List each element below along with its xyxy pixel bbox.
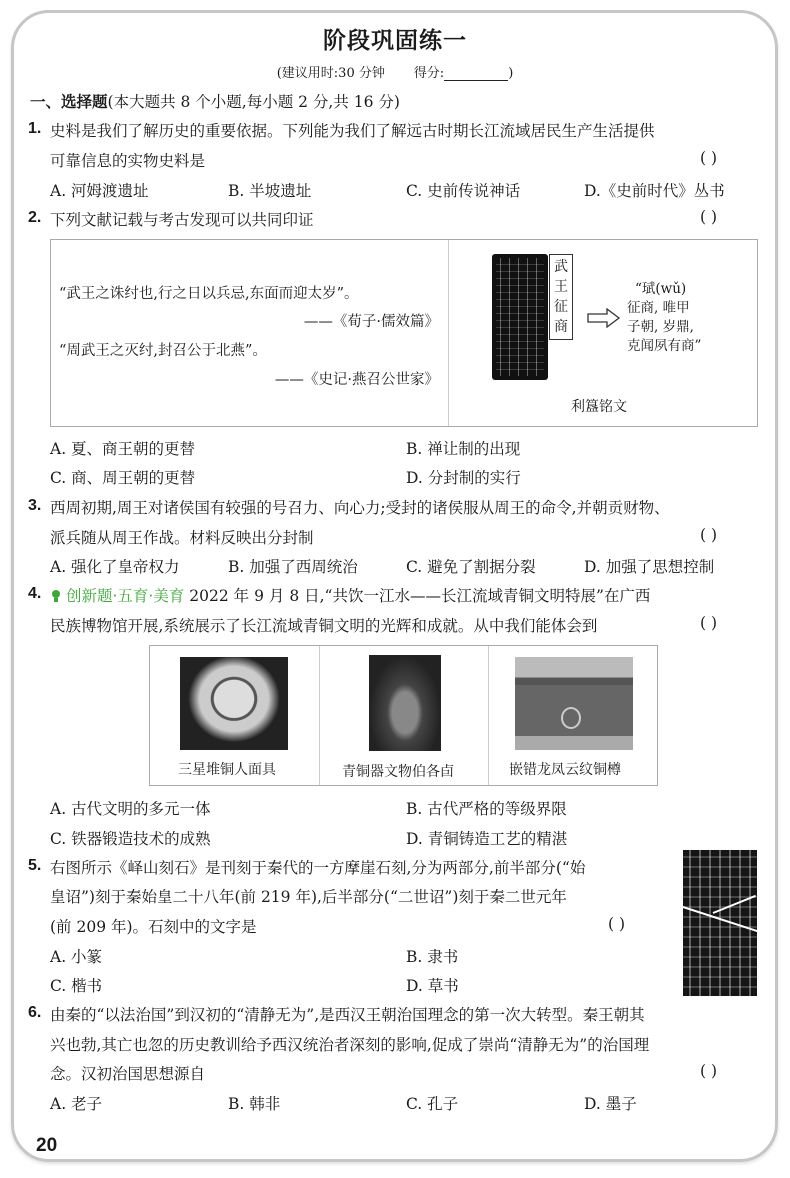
label-char: 武 bbox=[554, 259, 568, 275]
option-c[interactable]: C. 避免了割据分裂 bbox=[406, 558, 536, 576]
score-label: 得分: bbox=[413, 66, 445, 81]
artifact-images-box bbox=[149, 645, 658, 786]
question-text: 可靠信息的实物史料是 bbox=[50, 152, 206, 170]
question-text-line: 2022 年 9 月 8 日,“共饮一江水——长江流域青铜文明特展”在广西 bbox=[189, 587, 651, 605]
question-number: 4. bbox=[28, 585, 42, 602]
inscription-line: 克闻夙有商” bbox=[627, 338, 702, 354]
section-label: 一、选择题 bbox=[30, 93, 108, 111]
option-d[interactable]: D. 草书 bbox=[406, 977, 459, 995]
question-text: 由秦的“以法治国”到汉初的“清静无为”,是西汉王朝治国理念的第一次大转型。秦王朝其 bbox=[50, 1006, 645, 1024]
inscription-line: “珷(wǔ) bbox=[635, 281, 687, 297]
material-box bbox=[50, 239, 758, 427]
option-a[interactable]: A. 小篆 bbox=[50, 948, 103, 966]
option-b[interactable]: B. 隶书 bbox=[406, 948, 459, 966]
answer-blank[interactable]: ( ) bbox=[608, 915, 626, 933]
image-caption: 利簋铭文 bbox=[571, 399, 627, 415]
image-caption: 三星堆铜人面具 bbox=[178, 762, 276, 778]
source-xunzi: ——《荀子·儒效篇》 bbox=[303, 314, 439, 330]
question-text: 派兵随从周王作战。材料反映出分封制 bbox=[50, 529, 314, 547]
image-caption: 嵌错龙凤云纹铜樽 bbox=[509, 762, 621, 778]
question-text bbox=[50, 584, 650, 606]
bronze-you-vessel-image bbox=[369, 655, 441, 751]
inscription-line: 子朝, 岁鼎, bbox=[627, 319, 694, 335]
subtitle bbox=[0, 62, 790, 81]
option-d[interactable]: D. 墨子 bbox=[584, 1095, 637, 1113]
inscription-line: 征商, 唯甲 bbox=[627, 300, 690, 316]
question-text: 史料是我们了解历史的重要依据。下列能为我们了解远古时期长江流域居民生产生活提供 bbox=[50, 122, 655, 140]
score-blank[interactable] bbox=[444, 67, 508, 81]
quote-shiji: “周武王之灭纣,封召公于北燕”。 bbox=[59, 343, 267, 359]
li-gui-rubbing-image bbox=[492, 254, 548, 380]
divider bbox=[448, 240, 449, 426]
option-a[interactable]: A. 河姆渡遗址 bbox=[50, 182, 149, 200]
artifact-cell bbox=[150, 646, 319, 785]
answer-blank[interactable]: ( ) bbox=[700, 149, 718, 167]
option-d[interactable]: D. 分封制的实行 bbox=[406, 469, 521, 487]
answer-blank[interactable]: ( ) bbox=[700, 614, 718, 632]
option-d[interactable]: D. 加强了思想控制 bbox=[584, 558, 715, 576]
arrow-right-icon bbox=[587, 308, 621, 328]
crack-line bbox=[713, 895, 756, 914]
time-suggestion: (建议用时:30 分钟 bbox=[276, 66, 385, 81]
source-shiji: ——《史记·燕召公世家》 bbox=[274, 372, 439, 388]
section-note: (本大题共 8 个小题,每小题 2 分,共 16 分) bbox=[107, 93, 400, 111]
section-heading bbox=[30, 90, 400, 112]
question-number: 5. bbox=[28, 857, 42, 874]
answer-blank[interactable]: ( ) bbox=[700, 1062, 718, 1080]
option-c[interactable]: C. 孔子 bbox=[406, 1095, 459, 1113]
question-text: 民族博物馆开展,系统展示了长江流域青铜文明的光辉和成就。从中我们能体会到 bbox=[50, 617, 598, 635]
image-caption: 青铜器文物伯各卣 bbox=[342, 764, 454, 780]
option-c[interactable]: C. 史前传说神话 bbox=[406, 182, 521, 200]
question-text: 皇诏”)刻于秦始皇二十八年(前 219 年),后半部分(“二世诏”)刻于秦二世元年 bbox=[50, 888, 567, 906]
answer-blank[interactable]: ( ) bbox=[700, 526, 718, 544]
option-b[interactable]: B. 禅让制的出现 bbox=[406, 440, 521, 458]
label-char: 王 bbox=[554, 279, 568, 295]
option-c[interactable]: C. 铁器锻造技术的成熟 bbox=[50, 830, 211, 848]
label-char: 商 bbox=[554, 319, 568, 335]
inscription-text bbox=[627, 280, 701, 356]
ring-handle bbox=[561, 707, 581, 729]
option-a[interactable]: A. 强化了皇帝权力 bbox=[50, 558, 180, 576]
question-number: 1. bbox=[28, 120, 42, 137]
question-text: 西周初期,周王对诸侯国有较强的号召力、向心力;受封的诸侯服从周王的命令,并朝贡财物、 bbox=[50, 499, 670, 517]
option-b[interactable]: B. 韩非 bbox=[228, 1095, 281, 1113]
page-title: 阶段巩固练一 bbox=[323, 28, 467, 54]
option-b[interactable]: B. 古代严格的等级界限 bbox=[406, 800, 567, 818]
question-number: 3. bbox=[28, 497, 42, 514]
option-d[interactable]: D. 青铜铸造工艺的精湛 bbox=[406, 830, 568, 848]
artifact-cell bbox=[488, 646, 658, 785]
question-text: 兴也勃,其亡也忽的历史教训给予西汉统治者深刻的影响,促成了崇尚“清静无为”的治国理 bbox=[50, 1036, 650, 1054]
page-number: 20 bbox=[36, 1135, 58, 1156]
option-c[interactable]: C. 商、周王朝的更替 bbox=[50, 469, 196, 487]
subtitle-close: ) bbox=[508, 66, 514, 81]
question-text: 下列文献记载与考古发现可以共同印证 bbox=[50, 211, 314, 229]
label-char: 征 bbox=[554, 299, 568, 315]
question-number: 2. bbox=[28, 209, 42, 226]
lightbulb-icon bbox=[50, 589, 62, 603]
bronze-zun-image bbox=[515, 657, 633, 750]
question-tag: 创新题·五育·美育 bbox=[66, 587, 185, 605]
yishan-stele-image bbox=[683, 850, 757, 996]
option-a[interactable]: A. 老子 bbox=[50, 1095, 103, 1113]
question-number: 6. bbox=[28, 1004, 42, 1021]
question-text: 右图所示《峄山刻石》是刊刻于秦代的一方摩崖石刻,分为两部分,前半部分(“始 bbox=[50, 859, 586, 877]
option-a[interactable]: A. 古代文明的多元一体 bbox=[50, 800, 211, 818]
option-b[interactable]: B. 加强了西周统治 bbox=[228, 558, 358, 576]
answer-blank[interactable]: ( ) bbox=[700, 208, 718, 226]
artifact-cell bbox=[319, 646, 489, 785]
highlight-label bbox=[549, 254, 573, 340]
option-b[interactable]: B. 半坡遗址 bbox=[228, 182, 312, 200]
sanxingdui-mask-image bbox=[180, 657, 288, 750]
quote-xunzi: “武王之诛纣也,行之日以兵忌,东面而迎太岁”。 bbox=[59, 286, 359, 302]
option-d[interactable]: D.《史前时代》丛书 bbox=[584, 182, 725, 200]
option-c[interactable]: C. 楷书 bbox=[50, 977, 103, 995]
question-text: 念。汉初治国思想源自 bbox=[50, 1065, 206, 1083]
option-a[interactable]: A. 夏、商王朝的更替 bbox=[50, 440, 196, 458]
question-text: (前 209 年)。石刻中的文字是 bbox=[50, 918, 257, 936]
